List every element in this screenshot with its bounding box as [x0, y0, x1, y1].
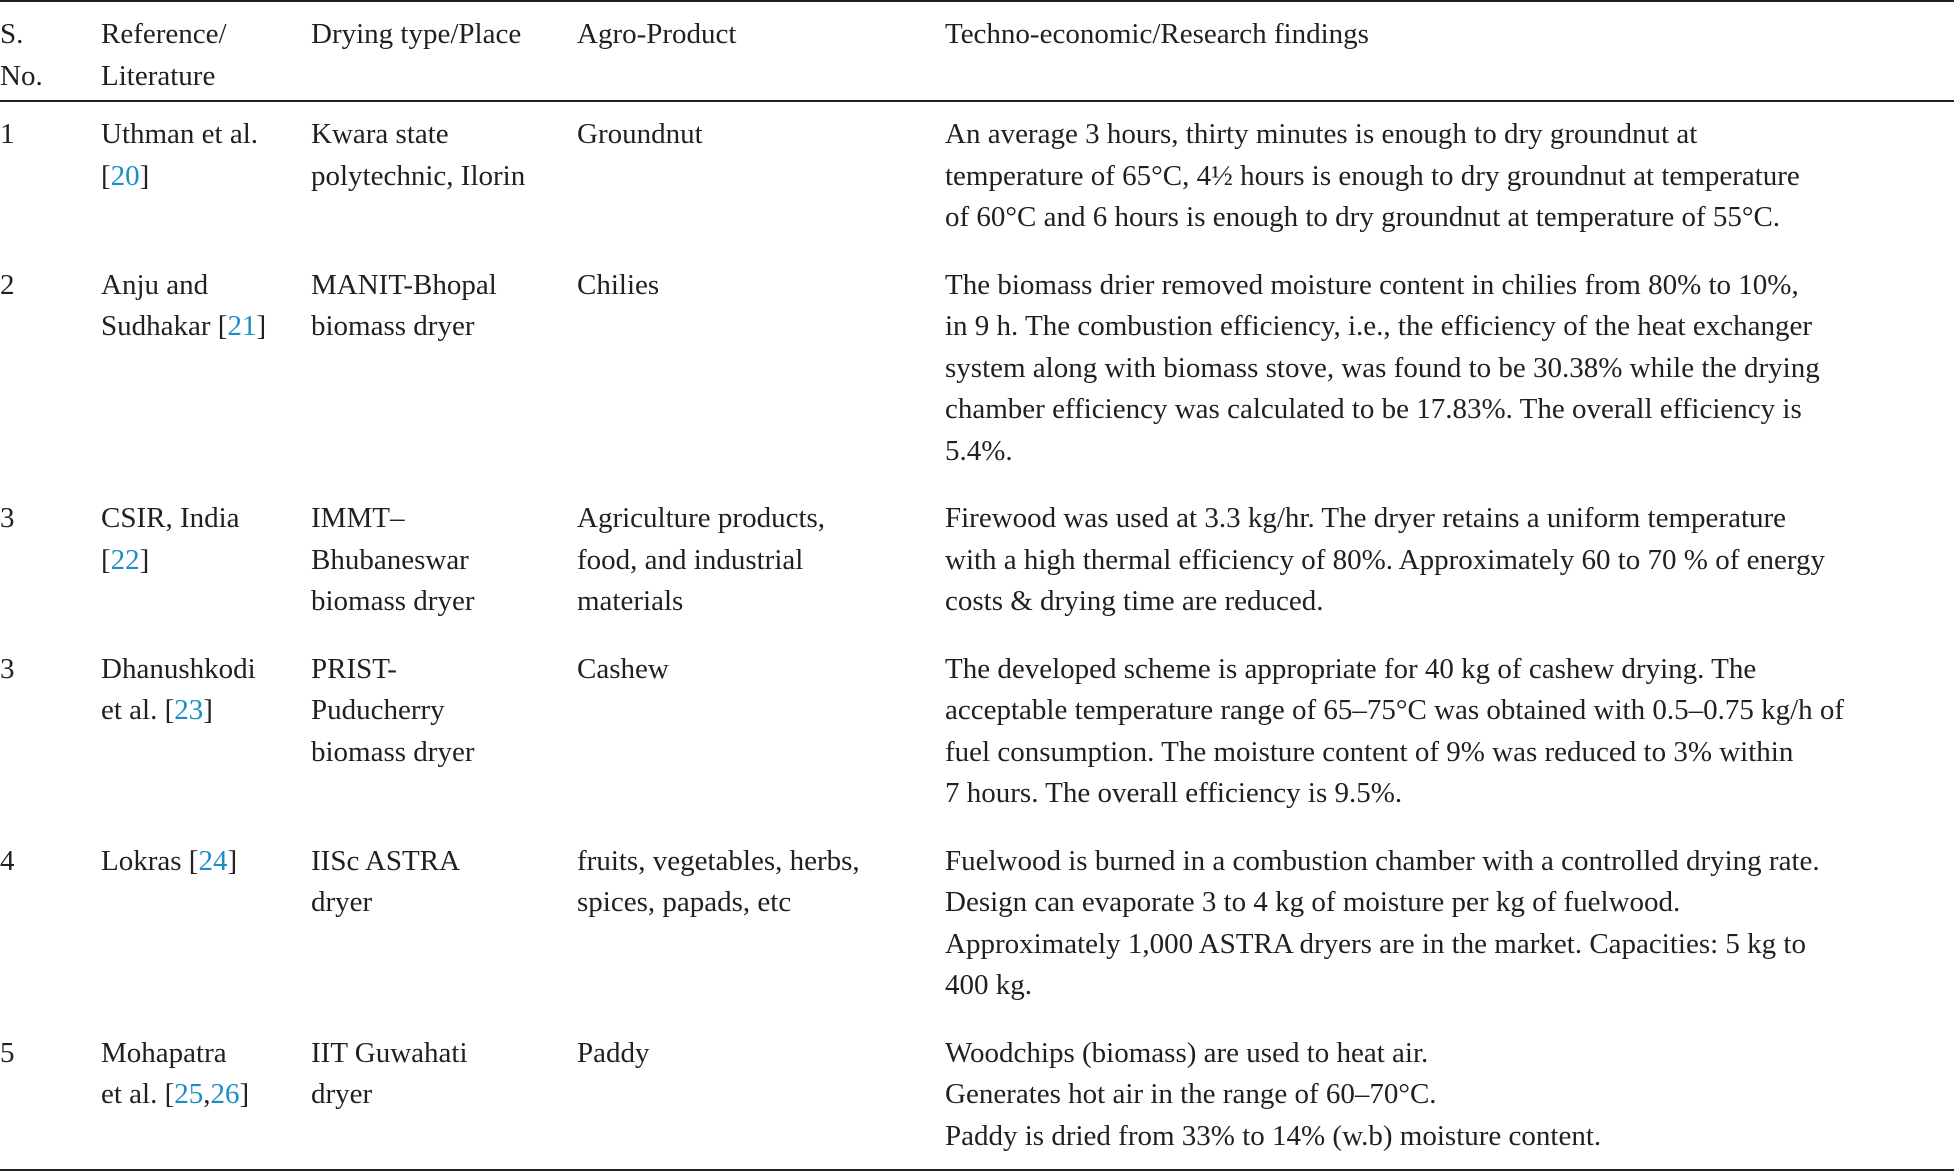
- header-reference-line: Reference/: [101, 18, 227, 50]
- findings-line: fuel consumption. The moisture content of 9% was reduced to 3% within: [945, 735, 1794, 768]
- reference-name-cont: et al.: [101, 1078, 165, 1110]
- cell-agro-product: [577, 101, 945, 251]
- reference-name: Lokras: [101, 844, 189, 877]
- findings-line: 7 hours. The overall efficiency is 9.5%.: [945, 777, 1403, 809]
- findings-line: acceptable temperature range of 65–75°C was obtained with 0.5–0.75 kg/h of: [945, 694, 1845, 726]
- header-agro-product: Agro-Product: [577, 18, 737, 50]
- citation-open-bracket: [: [164, 694, 175, 726]
- header-drying-type: Drying type/Place: [311, 18, 522, 50]
- table-row: [0, 484, 1954, 635]
- citation-link[interactable]: 21: [227, 310, 257, 342]
- citation-close-bracket: ]: [227, 844, 238, 877]
- cell-agro-product: [577, 1019, 945, 1171]
- drying-line: MANIT-Bhopal: [311, 268, 497, 301]
- header-reference-line: Literature: [101, 59, 216, 92]
- findings-line: 400 kg.: [945, 969, 1032, 1001]
- cell-reference: [101, 101, 311, 251]
- agro-line: Chilies: [577, 268, 660, 301]
- header-sno: [0, 1, 101, 101]
- findings-line: Approximately 1,000 ASTRA dryers are in the market. Capacities: 5 kg to: [945, 927, 1806, 960]
- drying-line: polytechnic, Ilorin: [311, 159, 526, 192]
- header-row: [0, 1, 1954, 101]
- citation-close-bracket: ]: [139, 159, 150, 192]
- findings-line: Firewood was used at 3.3 kg/hr. The dryer retains a uniform temperature: [945, 502, 1787, 534]
- cell-agro-product: [577, 827, 945, 1019]
- cell-agro-product: [577, 635, 945, 827]
- cell-reference: [101, 635, 311, 827]
- drying-line: Bhubaneswar: [311, 543, 469, 576]
- table-row: [0, 827, 1954, 1019]
- cell-reference: [101, 1019, 311, 1171]
- findings-line: with a high thermal efficiency of 80%. Approximately 60 to 70 % of energy: [945, 543, 1825, 576]
- agro-line: fruits, vegetables, herbs,: [577, 844, 860, 877]
- citation-link[interactable]: 26: [210, 1078, 240, 1110]
- citation-open-bracket: [: [101, 159, 111, 192]
- cell-findings: [945, 827, 1954, 1019]
- cell-sno: 5: [0, 1036, 15, 1069]
- findings-line: Generates hot air in the range of 60–70°C.: [945, 1078, 1437, 1110]
- cell-drying-type: [311, 251, 577, 485]
- cell-drying-type: [311, 484, 577, 635]
- agro-line: spices, papads, etc: [577, 886, 792, 918]
- cell-drying-type: [311, 1019, 577, 1171]
- findings-line: Design can evaporate 3 to 4 kg of moisture per kg of fuelwood.: [945, 886, 1681, 918]
- drying-line: Puducherry: [311, 694, 445, 726]
- reference-name: CSIR, India: [101, 502, 240, 534]
- cell-sno: 4: [0, 844, 15, 877]
- header-findings: Techno-economic/Research findings: [945, 18, 1369, 50]
- findings-line: of 60°C and 6 hours is enough to dry groundnut at temperature of 55°C.: [945, 201, 1781, 233]
- header-sno-line: No.: [0, 59, 43, 92]
- drying-line: PRIST-: [311, 652, 397, 685]
- findings-line: 5.4%.: [945, 434, 1013, 467]
- agro-line: Groundnut: [577, 118, 703, 150]
- findings-line: temperature of 65°C, 4½ hours is enough to dry groundnut at temperature: [945, 159, 1800, 192]
- drying-line: IISc ASTRA: [311, 844, 461, 877]
- cell-findings: [945, 635, 1954, 827]
- cell-drying-type: [311, 101, 577, 251]
- cell-findings: [945, 484, 1954, 635]
- citation-link[interactable]: 23: [174, 694, 204, 726]
- table-body: [0, 101, 1954, 1170]
- citation-close-bracket: ]: [139, 543, 150, 576]
- cell-sno: 3: [0, 652, 15, 685]
- cell-sno: 3: [0, 502, 15, 534]
- agro-line: food, and industrial: [577, 543, 804, 576]
- findings-line: Fuelwood is burned in a combustion chamber with a controlled drying rate.: [945, 844, 1820, 877]
- citation-link[interactable]: 25: [174, 1078, 204, 1110]
- reference-name: Uthman et al.: [101, 118, 259, 150]
- cell-agro-product: [577, 484, 945, 635]
- agro-line: Agriculture products,: [577, 502, 826, 534]
- reference-name-cont: Sudhakar: [101, 310, 218, 342]
- drying-line: dryer: [311, 886, 373, 918]
- agro-line: Cashew: [577, 652, 669, 685]
- cell-reference: [101, 827, 311, 1019]
- citation-separator: ,: [203, 1078, 211, 1110]
- citation-link[interactable]: 24: [198, 844, 228, 877]
- citation-link[interactable]: 20: [110, 159, 140, 192]
- findings-line: The biomass drier removed moisture content in chilies from 80% to 10%,: [945, 268, 1799, 301]
- findings-line: An average 3 hours, thirty minutes is enough to dry groundnut at: [945, 118, 1698, 150]
- citation-close-bracket: ]: [239, 1078, 250, 1110]
- reference-name: Dhanushkodi: [101, 652, 256, 685]
- findings-line: Paddy is dried from 33% to 14% (w.b) moisture content.: [945, 1119, 1602, 1152]
- reference-name: Anju and: [101, 268, 209, 301]
- table-row: [0, 101, 1954, 251]
- table-row: [0, 1019, 1954, 1171]
- citation-open-bracket: [: [217, 310, 228, 342]
- cell-agro-product: [577, 251, 945, 485]
- citation-close-bracket: ]: [256, 310, 267, 342]
- cell-drying-type: [311, 827, 577, 1019]
- drying-line: IIT Guwahati: [311, 1036, 468, 1069]
- table-row: [0, 251, 1954, 485]
- agro-line: materials: [577, 585, 684, 617]
- reference-name-cont: et al.: [101, 694, 165, 726]
- cell-findings: [945, 251, 1954, 485]
- cell-sno: 2: [0, 268, 15, 301]
- findings-line: Woodchips (biomass) are used to heat air.: [945, 1036, 1429, 1069]
- citation-open-bracket: [: [188, 844, 199, 877]
- findings-line: costs & drying time are reduced.: [945, 585, 1324, 617]
- reference-name: Mohapatra: [101, 1036, 227, 1069]
- drying-line: Kwara state: [311, 118, 449, 150]
- findings-line: chamber efficiency was calculated to be 17.83%. The overall efficiency is: [945, 393, 1802, 425]
- drying-line: IMMT–: [311, 502, 405, 534]
- findings-line: The developed scheme is appropriate for 40 kg of cashew drying. The: [945, 652, 1757, 685]
- drying-line: biomass dryer: [311, 310, 475, 342]
- cell-findings: [945, 1019, 1954, 1171]
- drying-line: biomass dryer: [311, 585, 475, 617]
- citation-link[interactable]: 22: [110, 543, 140, 576]
- header-sno-line: S.: [0, 18, 24, 50]
- cell-reference: [101, 251, 311, 485]
- cell-reference: [101, 484, 311, 635]
- header-reference: [101, 1, 311, 101]
- table-header: [0, 1, 1954, 101]
- cell-findings: [945, 101, 1954, 251]
- table-row: [0, 635, 1954, 827]
- citation-open-bracket: [: [101, 543, 111, 576]
- citation-open-bracket: [: [164, 1078, 175, 1110]
- drying-line: biomass dryer: [311, 735, 475, 768]
- cell-sno: 1: [0, 118, 15, 150]
- cell-drying-type: [311, 635, 577, 827]
- findings-line: in 9 h. The combustion efficiency, i.e., the efficiency of the heat exchanger: [945, 310, 1812, 342]
- citation-close-bracket: ]: [203, 694, 213, 726]
- drying-line: dryer: [311, 1078, 373, 1110]
- findings-line: system along with biomass stove, was found to be 30.38% while the drying: [945, 351, 1820, 384]
- agro-line: Paddy: [577, 1036, 650, 1069]
